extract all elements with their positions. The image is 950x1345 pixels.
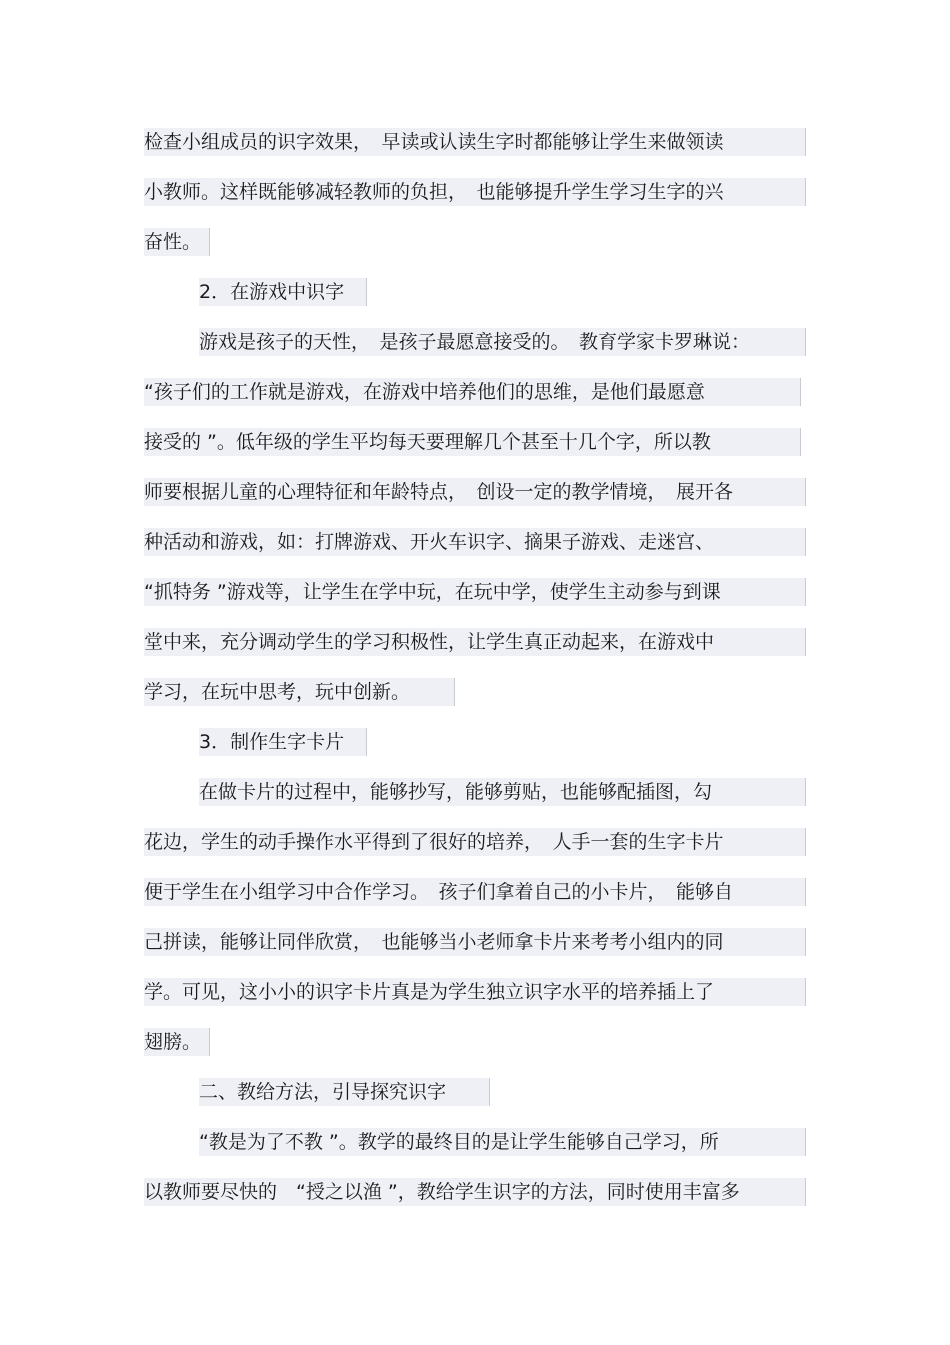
text-line: 检查小组成员的识字效果， 早读或认读生字时都能够让学生来做领读: [144, 128, 806, 156]
text-line: 小教师。这样既能够减轻教师的负担， 也能够提升学生学习生字的兴: [144, 178, 806, 206]
text-line: 堂中来，充分调动学生的学习积极性，让学生真正动起来，在游戏中: [144, 628, 806, 656]
text-line: 在做卡片的过程中，能够抄写，能够剪贴，也能够配插图，勾: [199, 778, 806, 806]
text-line: 师要根据儿童的心理特征和年龄特点， 创设一定的教学情境， 展开各: [144, 478, 806, 506]
text-line: “抓特务 ”游戏等，让学生在学中玩，在玩中学，使学生主动参与到课: [144, 578, 806, 606]
section-heading: 3．制作生字卡片: [199, 728, 367, 756]
text-line: 便于学生在小组学习中合作学习。 孩子们拿着自己的小卡片， 能够自: [144, 878, 806, 906]
text-line: 游戏是孩子的天性， 是孩子最愿意接受的。 教育学家卡罗琳说：: [199, 328, 806, 356]
text-line: 学习，在玩中思考，玩中创新。: [144, 678, 455, 706]
text-line: “孩子们的工作就是游戏，在游戏中培养他们的思维，是他们最愿意: [144, 378, 801, 406]
text-line: 奋性。: [144, 228, 210, 256]
section-heading: 2．在游戏中识字: [199, 278, 367, 306]
text-line: 接受的 ”。低年级的学生平均每天要理解几个甚至十几个字，所以教: [144, 428, 801, 456]
text-line: 种活动和游戏，如：打牌游戏、开火车识字、摘果子游戏、走迷宫、: [144, 528, 806, 556]
section-heading: 二、教给方法，引导探究识字: [199, 1078, 490, 1106]
text-line: 己拼读，能够让同伴欣赏， 也能够当小老师拿卡片来考考小组内的同: [144, 928, 806, 956]
text-line: “教是为了不教 ”。教学的最终目的是让学生能够自己学习，所: [199, 1128, 806, 1156]
text-line: 花边，学生的动手操作水平得到了很好的培养， 人手一套的生字卡片: [144, 828, 806, 856]
text-line: 以教师要尽快的 “授之以渔 ”，教给学生识字的方法，同时使用丰富多: [144, 1178, 806, 1206]
text-line: 学。可见，这小小的识字卡片真是为学生独立识字水平的培养插上了: [144, 978, 806, 1006]
text-line: 翅膀。: [144, 1028, 210, 1056]
